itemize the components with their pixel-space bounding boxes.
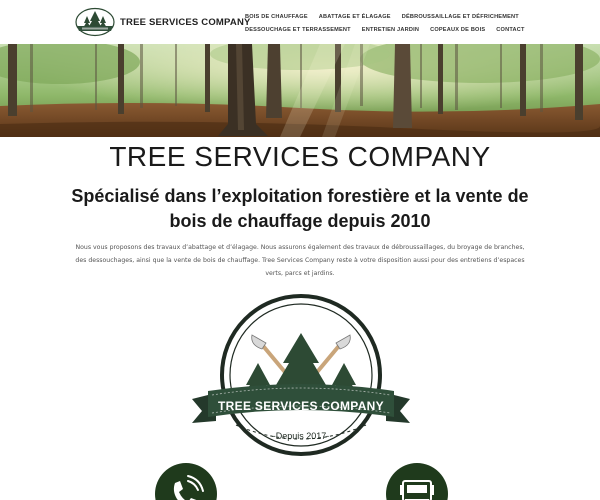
forest-banner — [0, 44, 600, 137]
phone-icon — [155, 463, 217, 500]
tree-logo-icon — [74, 7, 116, 37]
nav-item-copeaux[interactable]: COPEAUX DE BOIS — [430, 27, 486, 33]
nav-row-1 — [245, 11, 585, 23]
nav-item-bois-de-chauffage[interactable]: BOIS DE CHAUFFAGE — [245, 14, 308, 20]
forest-banner-image — [0, 44, 600, 137]
emblem-since-text: -Depuis 2017- — [272, 431, 330, 441]
page-title: TREE SERVICES COMPANY — [109, 141, 491, 172]
company-emblem — [186, 293, 416, 458]
nav-item-abattage[interactable]: ABATTAGE ET ÉLAGAGE — [318, 14, 391, 20]
nav-item-debroussaillage[interactable]: DÉBROUSSAILLAGE ET DÉFRICHEMENT — [401, 14, 519, 20]
logo-link[interactable] — [74, 6, 251, 38]
phone-icon-circle[interactable] — [155, 463, 217, 500]
truck-icon — [386, 463, 448, 500]
emblem-graphic — [186, 293, 416, 458]
page-subtitle: Spécialisé dans l’exploitation forestière et la vente de bois de chauffage depuis 2010 — [71, 186, 529, 231]
main-nav — [245, 11, 585, 36]
nav-item-dessouchage[interactable]: DESSOUCHAGE ET TERRASSEMENT — [245, 27, 351, 33]
nav-item-contact[interactable]: CONTACT — [496, 27, 525, 33]
nav-row-2 — [245, 24, 585, 36]
intro-paragraph: Nous vous proposons des travaux d’abattage et d’élagage. Nous assurons également des travaux de débroussaillages, du broyage de branches, des dessouchages, ainsi que la vente de bois de chauffage. Tree Services Company reste à votre disposition aussi pour des entretiens d’espaces verts, parcs et jardins. — [75, 244, 525, 277]
truck-icon-circle[interactable] — [386, 463, 448, 500]
site-header — [0, 0, 600, 44]
brand-name: TREE SERVICES COMPANY — [120, 16, 251, 28]
nav-item-entretien-jardin[interactable]: ENTRETIEN JARDIN — [361, 27, 420, 33]
emblem-banner-text: TREE SERVICES COMPANY — [218, 399, 384, 413]
